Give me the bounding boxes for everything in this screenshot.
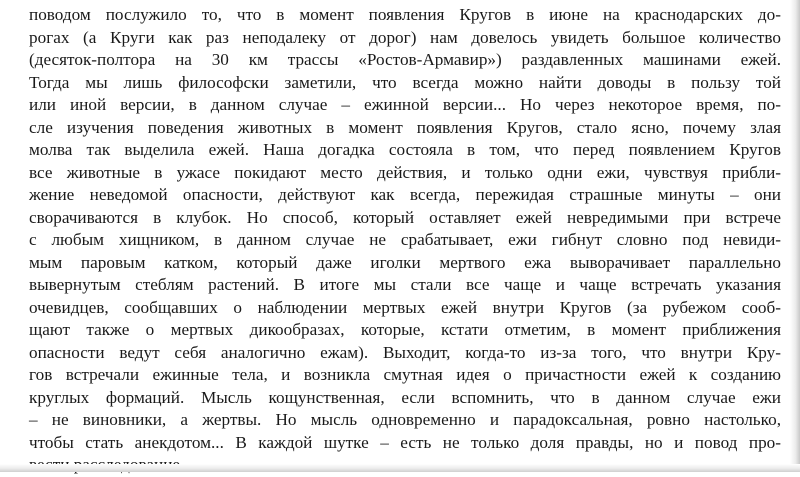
body-paragraph <box>29 4 781 477</box>
text-line: с любым хищником, в данном случае не срабатывает, ежи гибнут словно под невиди- <box>29 230 781 249</box>
text-line: или иной версии, в данном случае – ежинной версии... Но через некоторое время, по- <box>29 95 781 114</box>
text-line: Тогда мы лишь философски заметили, что всегда можно найти доводы в пользу той <box>29 72 781 92</box>
text-line: – не виновники, а жертвы. Но мысль одновременно и парадоксальная, ровно настолько, <box>29 410 781 429</box>
text-line: круглых формаций. Мысль кощунственная, если вспомнить, что в данном случае ежи <box>29 387 781 407</box>
page-shadow-right <box>790 0 800 472</box>
text-line: опасности ведут себя аналогично ежам). Выходит, когда-то из-за того, что внутри Кру- <box>29 342 781 362</box>
text-line: поводом послужило то, что в момент появления Кругов в июне на краснодарских до- <box>29 5 781 24</box>
text-line: вывернутым стеблям растений. В итоге мы стали все чаще и чаще встречать указания <box>29 275 781 294</box>
text-line: рогах (а Круги как раз неподалеку от дорог) нам довелось увидеть большое количество <box>29 27 781 47</box>
text-line: сле изучения поведения животных в момент появления Кругов, стало ясно, почему злая <box>29 117 781 137</box>
text-line: гов встречали ежинные тела, и возникла смутная идея о причастности ежей к созданию <box>29 365 781 384</box>
text-line: (десяток-полтора на 30 км трассы «Ростов-Армавир») раздавленных машинами ежей. <box>29 50 781 69</box>
text-line: жение неведомой опасности, действуют как всегда, пережидая страшные минуты – они <box>29 185 781 204</box>
text-line: все животные в ужасе покидают место действия, и только одни ежи, чувствуя прибли- <box>29 162 781 182</box>
text-line: молва так выделила ежей. Наша догадка состояла в том, что перед появлением Кругов <box>29 140 781 159</box>
text-line: чтобы стать анекдотом... В каждой шутке – есть не только доля правды, но и повод про- <box>29 432 781 452</box>
text-line: сворачиваются в клубок. Но способ, который оставляет ежей невредимыми при встрече <box>29 207 781 227</box>
text-line: щают также о мертвых дикообразах, которые, кстати отметим, в момент приближения <box>29 320 781 339</box>
page-shadow-bottom <box>0 464 800 472</box>
text-line: мым паровым катком, который даже иголки мертвого ежа выворачивает параллельно <box>29 252 781 272</box>
text-line: очевидцев, сообщавших о наблюдении мертвых ежей внутри Кругов (за рубежом сооб- <box>29 297 781 317</box>
